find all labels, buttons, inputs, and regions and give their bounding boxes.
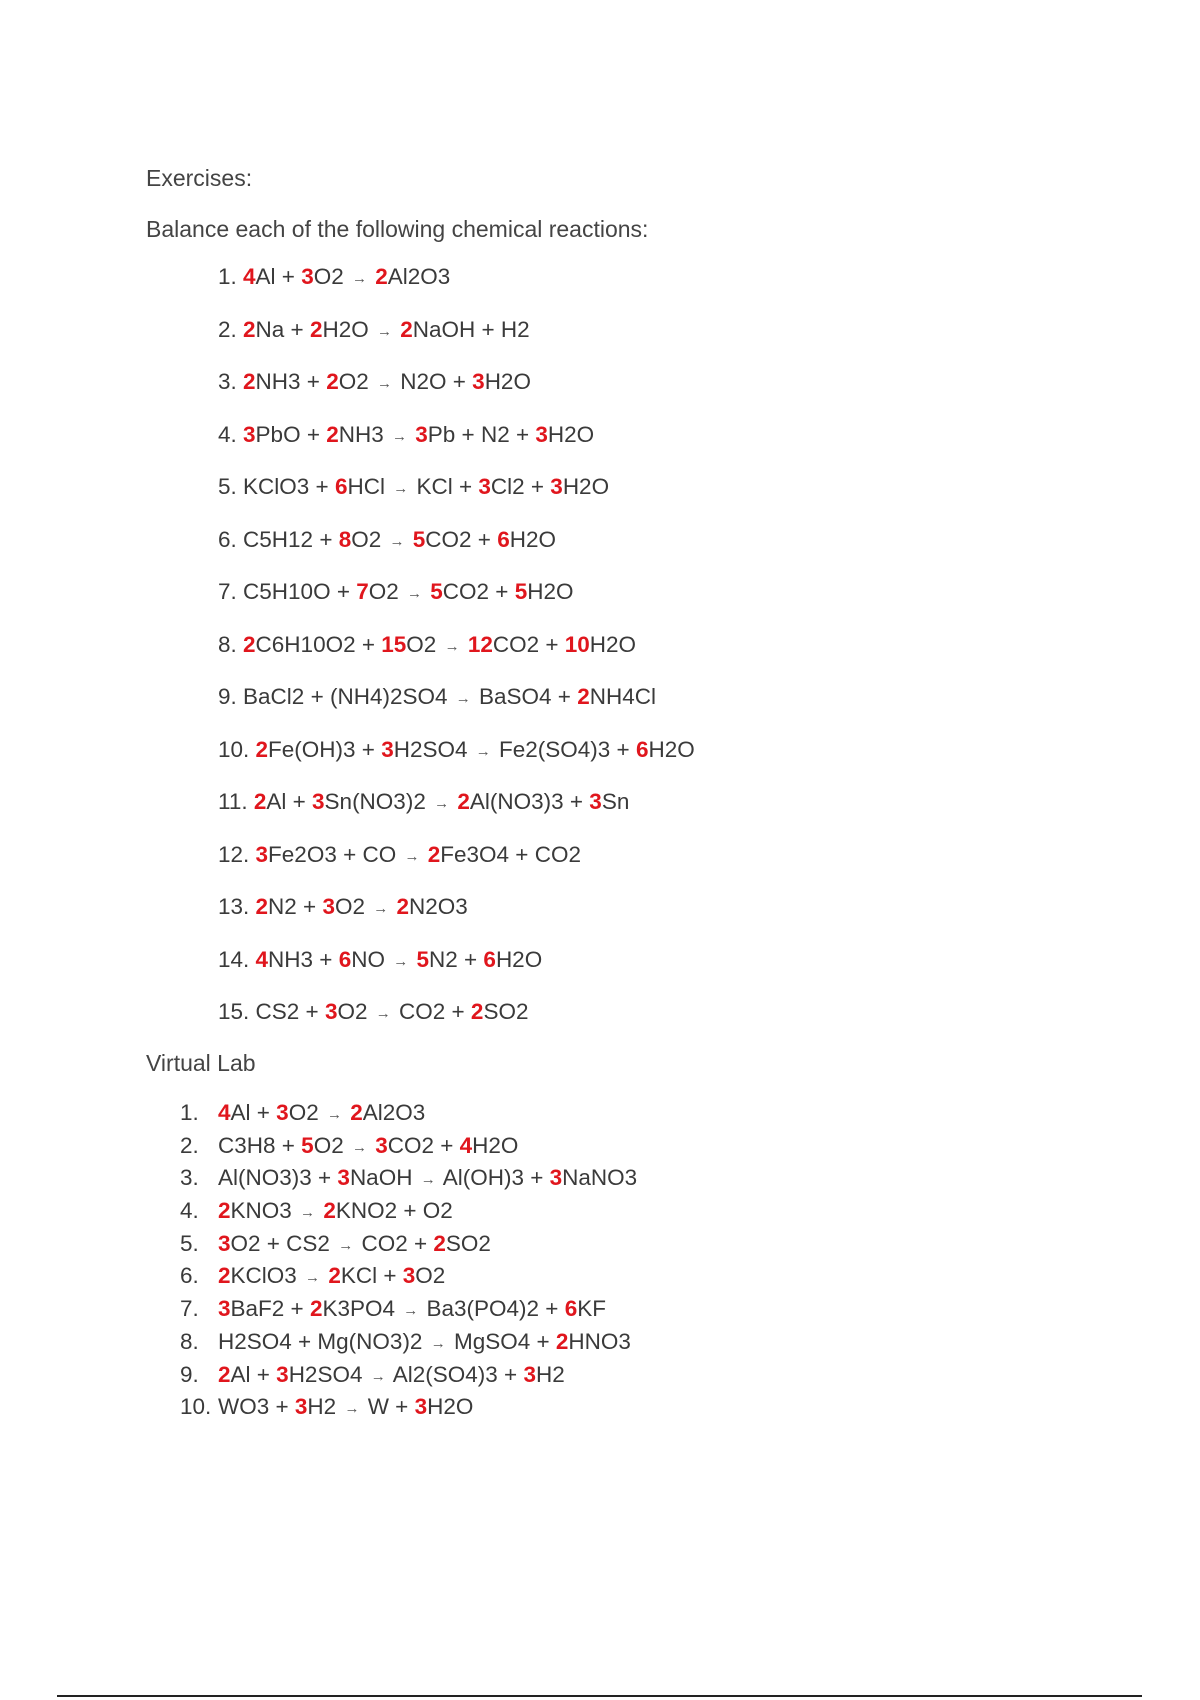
formula-text: BaSO4 + [472, 684, 578, 709]
virtual-lab-item [180, 1131, 637, 1164]
exercise-item [218, 997, 695, 1050]
coefficient: 2 [255, 894, 269, 919]
formula-text: NH4Cl [589, 684, 656, 709]
formula-text: CO2 + [492, 631, 565, 657]
coefficient: 3 [322, 894, 335, 919]
reaction-arrow-icon: → [403, 1302, 419, 1320]
formula-text: N2 + [268, 894, 323, 919]
formula-text: W + [361, 1394, 415, 1420]
reaction-arrow-icon: → [434, 795, 450, 812]
item-number: 2. [180, 1132, 199, 1158]
coefficient: 7 [356, 579, 369, 604]
formula-text: KF [577, 1296, 606, 1322]
formula-text: NH3 + [255, 369, 327, 394]
virtual-lab-item [180, 1294, 637, 1327]
reaction-arrow-icon: → [373, 900, 389, 917]
coefficient: 2 [255, 736, 269, 762]
virtual-lab-item [180, 1261, 637, 1294]
coefficient: 6 [483, 946, 496, 972]
formula-text: H2O [495, 946, 543, 972]
formula-text: Al + [255, 264, 302, 289]
coefficient: 3 [535, 421, 548, 447]
coefficient: 15 [381, 631, 407, 657]
coefficient: 2 [396, 894, 410, 919]
formula-text: H2O [648, 736, 695, 762]
formula-text: SO2 [445, 1230, 491, 1256]
item-number: 9. [218, 684, 244, 709]
coefficient: 10 [564, 631, 590, 657]
virtual-lab-item [180, 1229, 637, 1262]
item-number: 8. [218, 631, 244, 657]
formula-text: H2O [547, 421, 595, 447]
reaction-arrow-icon: → [351, 1138, 367, 1156]
formula-text: NaNO3 [562, 1165, 638, 1191]
coefficient: 5 [412, 526, 426, 552]
coefficient: 2 [433, 1230, 446, 1256]
coefficient: 2 [427, 841, 441, 867]
coefficient: 6 [334, 474, 348, 499]
formula-text: O2 [415, 1263, 446, 1289]
coefficient: 6 [564, 1296, 578, 1322]
reaction-arrow-icon: → [407, 585, 423, 602]
exercise-item [218, 315, 695, 368]
formula-text: Sn(NO3)2 [324, 789, 433, 814]
formula-text: NH3 [338, 421, 390, 447]
formula-text: O2 [338, 369, 375, 394]
formula-text: H2O [322, 316, 375, 342]
exercise-item [218, 630, 695, 683]
coefficient: 2 [326, 421, 339, 447]
coefficient: 12 [467, 631, 493, 657]
coefficient: 2 [326, 369, 339, 394]
coefficient: 3 [218, 1230, 231, 1256]
coefficient: 3 [294, 1394, 308, 1420]
coefficient: 3 [218, 1296, 231, 1322]
coefficient: 2 [309, 1296, 323, 1322]
formula-text: H2O [527, 579, 574, 604]
formula-text: PbO + [255, 421, 327, 447]
formula-text: NH3 + [268, 946, 339, 972]
coefficient: 3 [523, 1361, 536, 1387]
formula-text: WO3 + [218, 1394, 295, 1420]
formula-text: O2 [313, 1132, 350, 1158]
coefficient: 3 [255, 841, 269, 867]
formula-text: O2 [288, 1100, 325, 1125]
item-number: 3. [180, 1165, 199, 1191]
coefficient: 2 [577, 684, 590, 709]
formula-text: O2 [368, 579, 406, 604]
item-number: 6. [180, 1263, 199, 1289]
coefficient: 5 [514, 579, 528, 604]
reaction-arrow-icon: → [305, 1269, 321, 1287]
exercise-item [218, 892, 695, 945]
coefficient: 2 [457, 789, 470, 814]
coefficient: 3 [243, 421, 256, 447]
formula-text: KNO2 + O2 [335, 1198, 453, 1224]
formula-text: H2 [307, 1394, 343, 1420]
formula-text: H2O [589, 631, 637, 657]
item-number: 12. [218, 841, 256, 867]
coefficient: 3 [337, 1165, 350, 1191]
item-number: 1. [180, 1100, 199, 1125]
formula-text: Fe(OH)3 + [268, 736, 382, 762]
formula-text: Ba3(PO4)2 + [420, 1296, 565, 1322]
coefficient: 5 [416, 946, 430, 972]
coefficient: 6 [497, 526, 510, 552]
coefficient: 4 [459, 1132, 473, 1158]
virtual-lab-item [180, 1392, 637, 1425]
item-number: 1. [218, 264, 244, 289]
coefficient: 6 [338, 946, 352, 972]
coefficient: 6 [635, 736, 649, 762]
formula-text: MgSO4 + [447, 1328, 556, 1354]
formula-text: KClO3 + [243, 474, 335, 499]
formula-text: CO2 + [425, 526, 498, 552]
coefficient: 3 [414, 1394, 428, 1420]
formula-text: KCl + [340, 1263, 403, 1289]
reaction-arrow-icon: → [475, 742, 491, 760]
exercises-heading: Exercises: [146, 165, 253, 191]
formula-text: O2 [337, 999, 374, 1024]
item-number: 9. [180, 1361, 199, 1387]
formula-text: O2 [406, 631, 443, 657]
reaction-arrow-icon: → [404, 847, 420, 865]
formula-text: H2O [427, 1394, 474, 1420]
exercise-item [218, 787, 695, 840]
formula-text: CO2 + [392, 999, 471, 1024]
virtual-lab-item [180, 1163, 637, 1196]
coefficient: 2 [350, 1100, 363, 1125]
formula-text: Al(OH)3 + [437, 1165, 550, 1191]
coefficient: 5 [301, 1132, 314, 1158]
formula-text: SO2 [483, 999, 529, 1024]
formula-text: H2O [509, 526, 556, 552]
reaction-arrow-icon: → [393, 480, 409, 497]
exercise-item [218, 840, 695, 893]
item-number: 3. [218, 369, 244, 394]
coefficient: 8 [338, 526, 352, 552]
coefficient: 2 [218, 1263, 231, 1289]
item-number: 6. [218, 526, 244, 552]
reaction-arrow-icon: → [352, 270, 367, 287]
reaction-arrow-icon: → [370, 1367, 386, 1385]
formula-text: Fe3O4 + CO2 [440, 841, 581, 867]
formula-text: Pb + N2 + [427, 421, 536, 447]
exercise-item [218, 472, 695, 525]
formula-text: N2O3 [409, 894, 468, 919]
coefficient: 3 [312, 789, 325, 814]
coefficient: 3 [472, 369, 485, 394]
formula-text: N2 + [429, 946, 484, 972]
formula-text: C3H8 + [218, 1132, 302, 1158]
formula-text: K3PO4 [322, 1296, 402, 1322]
formula-text: Al2O3 [362, 1100, 426, 1125]
coefficient: 2 [218, 1198, 231, 1224]
exercise-list [218, 262, 695, 1050]
item-number: 10. [180, 1394, 212, 1420]
formula-text: H2SO4 [288, 1361, 369, 1387]
coefficient: 4 [218, 1100, 231, 1125]
coefficient: 4 [255, 946, 269, 972]
coefficient: 3 [276, 1361, 289, 1387]
formula-text: NaOH + H2 [412, 316, 530, 342]
item-number: 8. [180, 1328, 199, 1354]
item-number: 7. [180, 1296, 199, 1322]
formula-text: Al + [230, 1100, 277, 1125]
exercise-item [218, 735, 695, 788]
coefficient: 5 [430, 579, 443, 604]
item-number: 5. [218, 474, 244, 499]
formula-text: H2O [562, 474, 610, 499]
coefficient: 2 [470, 999, 484, 1024]
formula-text: KClO3 [230, 1263, 304, 1289]
coefficient: 2 [309, 316, 323, 342]
coefficient: 3 [381, 736, 394, 762]
formula-text: BaCl2 + (NH4)2SO4 [243, 684, 454, 709]
reaction-arrow-icon: → [393, 952, 409, 970]
reaction-arrow-icon: → [389, 532, 405, 550]
reaction-arrow-icon: → [392, 427, 407, 445]
formula-text: N2O + [394, 369, 473, 394]
reaction-arrow-icon: → [344, 1400, 360, 1418]
reaction-arrow-icon: → [420, 1171, 436, 1189]
formula-text: C5H12 + [243, 526, 339, 552]
virtual-lab-list [180, 1098, 637, 1425]
virtual-lab-item [180, 1196, 637, 1229]
coefficient: 3 [301, 264, 314, 289]
exercise-item [218, 577, 695, 630]
coefficient: 2 [218, 1361, 231, 1387]
formula-text: Na + [255, 316, 310, 342]
coefficient: 3 [549, 1165, 563, 1191]
reaction-arrow-icon: → [377, 375, 392, 392]
formula-text: H2 [535, 1361, 565, 1387]
coefficient: 2 [400, 316, 413, 342]
reaction-arrow-icon: → [455, 690, 471, 707]
coefficient: 3 [550, 474, 563, 499]
virtual-lab-item [180, 1327, 637, 1360]
reaction-arrow-icon: → [326, 1106, 342, 1123]
item-number: 2. [218, 316, 244, 342]
reaction-arrow-icon: → [300, 1204, 316, 1222]
formula-text: NaOH [349, 1165, 419, 1191]
reaction-arrow-icon: → [430, 1334, 446, 1352]
formula-text: Fe2O3 + CO [268, 841, 403, 867]
coefficient: 2 [243, 631, 256, 657]
exercise-item [218, 525, 695, 578]
item-number: 13. [218, 894, 256, 919]
reaction-arrow-icon: → [375, 1005, 391, 1022]
coefficient: 2 [375, 264, 388, 289]
formula-text: KCl + [410, 474, 479, 499]
exercise-item [218, 367, 695, 420]
coefficient: 3 [415, 421, 428, 447]
coefficient: 2 [328, 1263, 341, 1289]
coefficient: 2 [555, 1328, 569, 1354]
exercise-item [218, 682, 695, 735]
item-number: 5. [180, 1230, 199, 1256]
formula-text: C6H10O2 + [255, 631, 382, 657]
item-number: 14. [218, 946, 256, 972]
formula-text: H2O [484, 369, 531, 394]
virtual-lab-item [180, 1360, 637, 1393]
formula-text: BaF2 + [230, 1296, 310, 1322]
exercise-item [218, 420, 695, 473]
formula-text: Al2O3 [387, 264, 451, 289]
reaction-arrow-icon: → [444, 637, 460, 655]
formula-text: CO2 + [442, 579, 515, 604]
item-number: 4. [218, 421, 244, 447]
coefficient: 3 [375, 1132, 388, 1158]
formula-text: C5H10O + [243, 579, 357, 604]
virtual-lab-item [180, 1098, 637, 1131]
coefficient: 2 [323, 1198, 336, 1224]
formula-text: H2O [472, 1132, 519, 1158]
coefficient: 3 [276, 1100, 289, 1125]
formula-text: Al + [266, 789, 313, 814]
coefficient: 2 [243, 369, 256, 394]
exercise-item [218, 262, 695, 315]
coefficient: 4 [243, 264, 256, 289]
item-number: 15. [218, 999, 256, 1024]
page-bottom-rule [57, 1695, 1142, 1697]
formula-text: O2 [351, 526, 388, 552]
virtual-lab-heading: Virtual Lab [146, 1050, 256, 1076]
formula-text: HNO3 [568, 1328, 631, 1354]
formula-text: HCl [347, 474, 392, 499]
formula-text: Al2(SO4)3 + [387, 1361, 524, 1387]
formula-text: Fe2(SO4)3 + [492, 736, 636, 762]
coefficient: 2 [243, 316, 256, 342]
item-number: 10. [218, 736, 256, 762]
item-number: 4. [180, 1198, 199, 1224]
coefficient: 2 [253, 789, 267, 814]
formula-text: Al(NO3)3 + [469, 789, 590, 814]
formula-text: NO [351, 946, 392, 972]
formula-text: Al(NO3)3 + [218, 1165, 338, 1191]
formula-text: Cl2 + [490, 474, 551, 499]
exercise-item [218, 945, 695, 998]
formula-text: Al + [230, 1361, 277, 1387]
formula-text: O2 [313, 264, 350, 289]
reaction-arrow-icon: → [338, 1236, 354, 1254]
formula-text: H2SO4 + Mg(NO3)2 [218, 1328, 429, 1354]
formula-text: CO2 + [387, 1132, 460, 1158]
formula-text: Sn [601, 789, 630, 814]
coefficient: 3 [589, 789, 602, 814]
formula-text: O2 [334, 894, 372, 919]
item-number: 11. [218, 789, 254, 814]
coefficient: 3 [402, 1263, 416, 1289]
instruction-text: Balance each of the following chemical reactions: [146, 216, 649, 242]
coefficient: 3 [324, 999, 338, 1024]
formula-text: CS2 + [255, 999, 325, 1024]
formula-text: KNO3 [230, 1198, 299, 1224]
formula-text: CO2 + [355, 1230, 434, 1256]
coefficient: 3 [478, 474, 491, 499]
formula-text: O2 + CS2 [230, 1230, 337, 1256]
formula-text: H2SO4 [393, 736, 474, 762]
reaction-arrow-icon: → [376, 322, 392, 340]
item-number: 7. [218, 579, 244, 604]
